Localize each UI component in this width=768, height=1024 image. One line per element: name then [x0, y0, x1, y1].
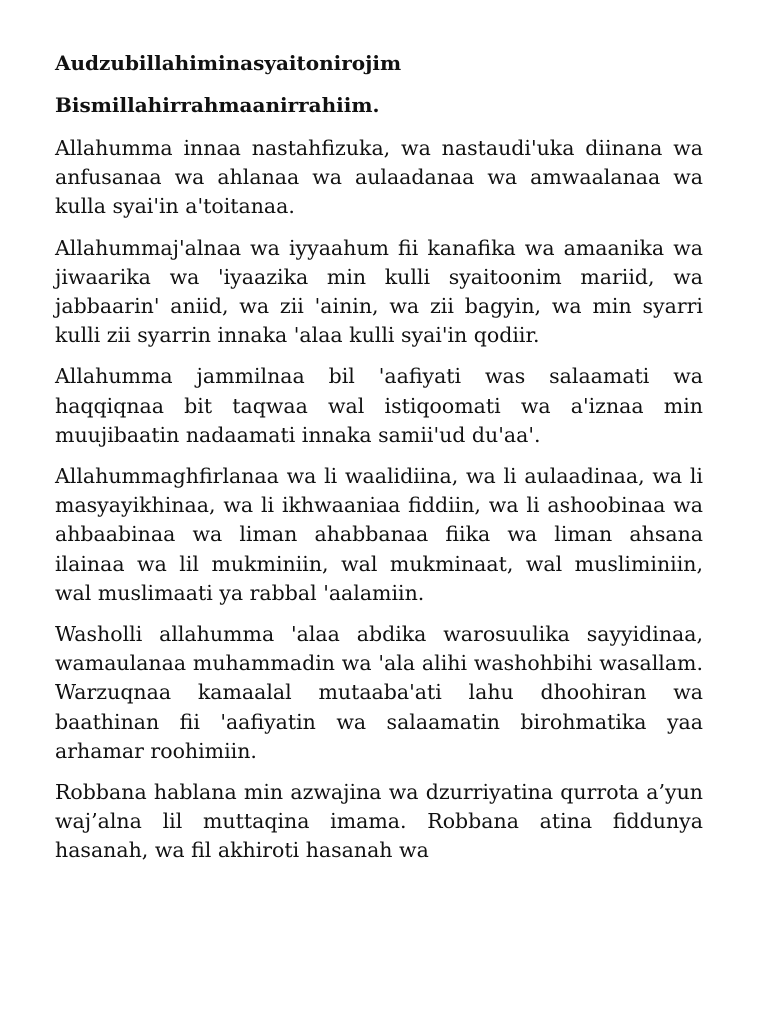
paragraph-4: Allahummaghfirlanaa wa li waalidiina, wa li aulaadinaa, wa li masyayikhinaa, wa li ikhwaaniaa fiddiin, wa li ashoobinaa wa ahbaabinaa wa liman ahabbanaa fiika wa liman ahsana ilainaa wa lil mukminiin, wal mukminaat, wal musliminiin, wal muslimaati ya rabbal 'aalamiin. [55, 464, 703, 605]
heading-basmalah: Bismillahirrahmaanirrahiim. [55, 93, 380, 117]
heading-taawudz: Audzubillahiminasyaitonirojim [55, 51, 402, 75]
paragraph-5: Washolli allahumma 'alaa abdika warosuulika sayyidinaa, wamaulanaa muhammadin wa 'ala alihi washohbihi wasallam. Warzuqnaa kamaalal mutaaba'ati lahu dhoohiran wa baathinan fii 'aafiyatin wa salaamatin birohmatika yaa arhamar roohimiin. [55, 622, 703, 763]
document-page [55, 50, 703, 878]
paragraph-1: Allahumma innaa nastahfizuka, wa nastaudi'uka diinana wa anfusanaa wa ahlanaa wa aulaadanaa wa amwaalanaa wa kulla syai'in a'toitanaa. [55, 136, 703, 219]
paragraph-6: Robbana hablana min azwajina wa dzurriyatina qurrota a’yun waj’alna lil muttaqina imama. Robbana atina fiddunya hasanah, wa fil akhiroti hasanah wa [55, 780, 703, 863]
paragraph-3: Allahumma jammilnaa bil 'aafiyati was salaamati wa haqqiqnaa bit taqwaa wal istiqoomati wa a'iznaa min muujibaatin nadaamati innaka samii'ud du'aa'. [55, 364, 703, 447]
paragraph-2: Allahummaj'alnaa wa iyyaahum fii kanafika wa amaanika wa jiwaarika wa 'iyaazika min kulli syaitoonim mariid, wa jabbaarin' aniid, wa zii 'ainin, wa zii bagyin, wa min syarri kulli zii syarrin innaka 'alaa kulli syai'in qodiir. [55, 235, 703, 348]
